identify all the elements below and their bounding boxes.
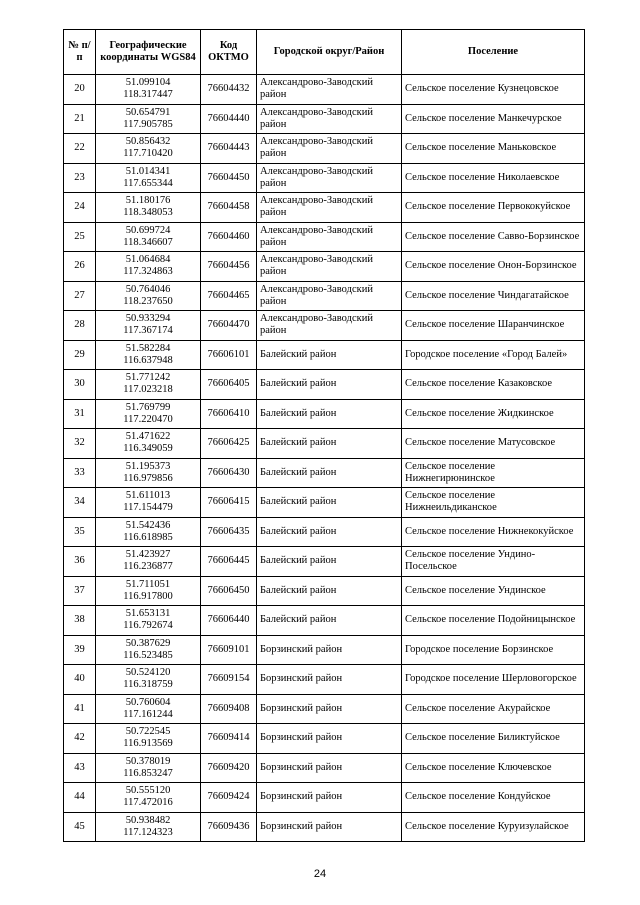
- row-number: 43: [64, 753, 96, 783]
- table-row: [64, 163, 585, 193]
- latitude: 51.180176: [125, 195, 171, 207]
- table-row: [64, 370, 585, 400]
- coordinates-cell: [96, 547, 201, 577]
- longitude: 117.324863: [123, 266, 173, 278]
- header-coordinates: Географические координаты WGS84: [96, 30, 201, 75]
- settlements-table: [63, 29, 585, 842]
- row-number: 45: [64, 812, 96, 842]
- row-number: 20: [64, 75, 96, 105]
- district-name: Александрово-Заводский район: [257, 134, 402, 164]
- header-district: Городской округ/Район: [257, 30, 402, 75]
- coordinates-cell: [96, 340, 201, 370]
- table-row: [64, 193, 585, 223]
- table-row: [64, 222, 585, 252]
- district-name: Александрово-Заводский район: [257, 104, 402, 134]
- longitude: 117.124323: [123, 826, 173, 838]
- oktmo-code: 76606445: [201, 547, 257, 577]
- longitude: 118.237650: [123, 295, 173, 307]
- coordinates-cell: [96, 488, 201, 518]
- table-row: [64, 488, 585, 518]
- header-settlement: Поселение: [402, 30, 585, 75]
- coordinates-cell: [96, 193, 201, 223]
- latitude: 50.387629: [125, 637, 171, 649]
- latitude: 51.195373: [125, 460, 171, 472]
- latitude: 50.524120: [125, 667, 171, 679]
- settlement-name: Сельское поселение Акурайское: [402, 694, 585, 724]
- longitude: 117.710420: [123, 148, 173, 160]
- table-row: [64, 635, 585, 665]
- latitude: 51.611013: [125, 490, 171, 502]
- oktmo-code: 76604465: [201, 281, 257, 311]
- table-row: [64, 458, 585, 488]
- coordinates-cell: [96, 222, 201, 252]
- latitude: 50.722545: [125, 726, 171, 738]
- coordinates-cell: [96, 517, 201, 547]
- table-row: [64, 134, 585, 164]
- district-name: Балейский район: [257, 370, 402, 400]
- oktmo-code: 76606435: [201, 517, 257, 547]
- longitude: 116.637948: [123, 354, 173, 366]
- oktmo-code: 76609436: [201, 812, 257, 842]
- row-number: 27: [64, 281, 96, 311]
- longitude: 116.349059: [123, 443, 173, 455]
- latitude: 51.542436: [125, 519, 171, 531]
- latitude: 50.699724: [125, 224, 171, 236]
- oktmo-code: 76606101: [201, 340, 257, 370]
- coordinates-cell: [96, 399, 201, 429]
- coordinates-cell: [96, 104, 201, 134]
- coordinates-cell: [96, 753, 201, 783]
- row-number: 35: [64, 517, 96, 547]
- table-row: [64, 724, 585, 754]
- district-name: Балейский район: [257, 399, 402, 429]
- latitude: 51.769799: [125, 401, 171, 413]
- latitude: 51.653131: [125, 608, 171, 620]
- latitude: 51.014341: [125, 165, 171, 177]
- row-number: 28: [64, 311, 96, 341]
- row-number: 23: [64, 163, 96, 193]
- header-no: № п/п: [64, 30, 96, 75]
- row-number: 34: [64, 488, 96, 518]
- settlement-name: Сельское поселение Манкечурское: [402, 104, 585, 134]
- district-name: Балейский район: [257, 458, 402, 488]
- district-name: Борзинский район: [257, 694, 402, 724]
- row-number: 25: [64, 222, 96, 252]
- oktmo-code: 76606410: [201, 399, 257, 429]
- settlement-name: Сельское поселение Кондуйское: [402, 783, 585, 813]
- oktmo-code: 76606425: [201, 429, 257, 459]
- longitude: 116.236877: [123, 561, 173, 573]
- latitude: 50.938482: [125, 814, 171, 826]
- settlement-name: Сельское поселение Кузнецовское: [402, 75, 585, 105]
- settlement-name: Сельское поселение Нижнекокуйское: [402, 517, 585, 547]
- settlement-name: Сельское поселение Чиндагатайское: [402, 281, 585, 311]
- longitude: 117.655344: [123, 177, 173, 189]
- table-row: [64, 429, 585, 459]
- table-row: [64, 399, 585, 429]
- table-row: [64, 753, 585, 783]
- row-number: 22: [64, 134, 96, 164]
- longitude: 117.472016: [123, 797, 173, 809]
- settlement-name: Сельское поселение Николаевское: [402, 163, 585, 193]
- district-name: Александрово-Заводский район: [257, 222, 402, 252]
- latitude: 51.423927: [125, 549, 171, 561]
- oktmo-code: 76604458: [201, 193, 257, 223]
- row-number: 26: [64, 252, 96, 282]
- latitude: 50.760604: [125, 696, 171, 708]
- table-row: [64, 311, 585, 341]
- oktmo-code: 76606430: [201, 458, 257, 488]
- longitude: 116.917800: [123, 590, 173, 602]
- district-name: Александрово-Заводский район: [257, 281, 402, 311]
- table-row: [64, 783, 585, 813]
- table-row: [64, 576, 585, 606]
- district-name: Александрово-Заводский район: [257, 311, 402, 341]
- coordinates-cell: [96, 665, 201, 695]
- latitude: 51.582284: [125, 342, 171, 354]
- settlement-name: Сельское поселение Матусовское: [402, 429, 585, 459]
- longitude: 116.618985: [123, 531, 173, 543]
- district-name: Балейский район: [257, 340, 402, 370]
- latitude: 51.471622: [125, 431, 171, 443]
- oktmo-code: 76609101: [201, 635, 257, 665]
- latitude: 51.099104: [125, 77, 171, 89]
- latitude: 51.064684: [125, 254, 171, 266]
- settlement-name: Сельское поселение Первококуйское: [402, 193, 585, 223]
- latitude: 50.856432: [125, 136, 171, 148]
- coordinates-cell: [96, 635, 201, 665]
- coordinates-cell: [96, 163, 201, 193]
- longitude: 118.346607: [123, 236, 173, 248]
- district-name: Александрово-Заводский район: [257, 163, 402, 193]
- district-name: Александрово-Заводский район: [257, 193, 402, 223]
- row-number: 29: [64, 340, 96, 370]
- row-number: 37: [64, 576, 96, 606]
- district-name: Балейский район: [257, 606, 402, 636]
- latitude: 50.654791: [125, 106, 171, 118]
- oktmo-code: 76609154: [201, 665, 257, 695]
- district-name: Борзинский район: [257, 635, 402, 665]
- coordinates-cell: [96, 694, 201, 724]
- oktmo-code: 76606405: [201, 370, 257, 400]
- oktmo-code: 76606440: [201, 606, 257, 636]
- district-name: Балейский район: [257, 488, 402, 518]
- table-row: [64, 812, 585, 842]
- row-number: 38: [64, 606, 96, 636]
- settlement-name: Городское поселение «Город Балей»: [402, 340, 585, 370]
- longitude: 117.220470: [123, 413, 173, 425]
- row-number: 36: [64, 547, 96, 577]
- longitude: 117.161244: [123, 708, 173, 720]
- coordinates-cell: [96, 812, 201, 842]
- header-oktmo: Код ОКТМО: [201, 30, 257, 75]
- longitude: 116.318759: [123, 679, 173, 691]
- row-number: 40: [64, 665, 96, 695]
- settlement-name: Сельское поселение Нижнеильдиканское: [402, 488, 585, 518]
- oktmo-code: 76604440: [201, 104, 257, 134]
- row-number: 41: [64, 694, 96, 724]
- district-name: Борзинский район: [257, 812, 402, 842]
- table-body: [64, 75, 585, 842]
- settlement-name: Сельское поселение Куруизулайское: [402, 812, 585, 842]
- row-number: 33: [64, 458, 96, 488]
- oktmo-code: 76604450: [201, 163, 257, 193]
- coordinates-cell: [96, 75, 201, 105]
- oktmo-code: 76609408: [201, 694, 257, 724]
- settlement-name: Городское поселение Шерловогорское: [402, 665, 585, 695]
- longitude: 118.348053: [123, 207, 173, 219]
- longitude: 116.913569: [123, 738, 173, 750]
- latitude: 50.555120: [125, 785, 171, 797]
- coordinates-cell: [96, 458, 201, 488]
- row-number: 31: [64, 399, 96, 429]
- coordinates-cell: [96, 724, 201, 754]
- table-row: [64, 104, 585, 134]
- row-number: 42: [64, 724, 96, 754]
- row-number: 21: [64, 104, 96, 134]
- coordinates-cell: [96, 783, 201, 813]
- coordinates-cell: [96, 370, 201, 400]
- settlement-name: Сельское поселение Ключевское: [402, 753, 585, 783]
- table-row: [64, 606, 585, 636]
- settlement-name: Сельское поселение Нижнегирюнинское: [402, 458, 585, 488]
- longitude: 117.023218: [123, 384, 173, 396]
- table-row: [64, 547, 585, 577]
- longitude: 116.523485: [123, 649, 173, 661]
- district-name: Борзинский район: [257, 724, 402, 754]
- district-name: Александрово-Заводский район: [257, 75, 402, 105]
- longitude: 117.905785: [123, 118, 173, 130]
- longitude: 116.979856: [123, 472, 173, 484]
- district-name: Балейский район: [257, 429, 402, 459]
- settlement-name: Сельское поселение Жидкинское: [402, 399, 585, 429]
- coordinates-cell: [96, 429, 201, 459]
- longitude: 117.154479: [123, 502, 173, 514]
- coordinates-cell: [96, 281, 201, 311]
- settlement-name: Сельское поселение Подойницынское: [402, 606, 585, 636]
- settlement-name: Сельское поселение Ундинское: [402, 576, 585, 606]
- latitude: 50.378019: [125, 755, 171, 767]
- settlement-name: Сельское поселение Казаковское: [402, 370, 585, 400]
- row-number: 24: [64, 193, 96, 223]
- table-header: [64, 30, 585, 75]
- coordinates-cell: [96, 606, 201, 636]
- oktmo-code: 76606450: [201, 576, 257, 606]
- table-row: [64, 517, 585, 547]
- table-row: [64, 340, 585, 370]
- table-row: [64, 281, 585, 311]
- oktmo-code: 76609424: [201, 783, 257, 813]
- latitude: 51.771242: [125, 372, 171, 384]
- oktmo-code: 76604443: [201, 134, 257, 164]
- settlement-name: Сельское поселение Шаранчинское: [402, 311, 585, 341]
- row-number: 39: [64, 635, 96, 665]
- latitude: 51.711051: [125, 578, 171, 590]
- district-name: Александрово-Заводский район: [257, 252, 402, 282]
- settlement-name: Сельское поселение Биликтуйское: [402, 724, 585, 754]
- coordinates-cell: [96, 134, 201, 164]
- latitude: 50.764046: [125, 283, 171, 295]
- district-name: Балейский район: [257, 576, 402, 606]
- oktmo-code: 76604460: [201, 222, 257, 252]
- coordinates-cell: [96, 311, 201, 341]
- header-row: [64, 30, 585, 75]
- longitude: 117.367174: [123, 325, 173, 337]
- oktmo-code: 76609420: [201, 753, 257, 783]
- district-name: Борзинский район: [257, 665, 402, 695]
- district-name: Борзинский район: [257, 753, 402, 783]
- table-row: [64, 252, 585, 282]
- row-number: 44: [64, 783, 96, 813]
- coordinates-cell: [96, 252, 201, 282]
- row-number: 32: [64, 429, 96, 459]
- settlement-name: Сельское поселение Онон-Борзинское: [402, 252, 585, 282]
- row-number: 30: [64, 370, 96, 400]
- district-name: Борзинский район: [257, 783, 402, 813]
- district-name: Балейский район: [257, 517, 402, 547]
- settlement-name: Сельское поселение Ундино-Посельское: [402, 547, 585, 577]
- longitude: 116.853247: [123, 767, 173, 779]
- table-row: [64, 665, 585, 695]
- longitude: 116.792674: [123, 620, 173, 632]
- oktmo-code: 76604470: [201, 311, 257, 341]
- settlement-name: Сельское поселение Маньковское: [402, 134, 585, 164]
- settlement-name: Сельское поселение Савво-Борзинское: [402, 222, 585, 252]
- coordinates-cell: [96, 576, 201, 606]
- page-number: 24: [313, 868, 327, 880]
- district-name: Балейский район: [257, 547, 402, 577]
- latitude: 50.933294: [125, 313, 171, 325]
- oktmo-code: 76606415: [201, 488, 257, 518]
- table-row: [64, 75, 585, 105]
- oktmo-code: 76604432: [201, 75, 257, 105]
- table-row: [64, 694, 585, 724]
- oktmo-code: 76604456: [201, 252, 257, 282]
- settlement-name: Городское поселение Борзинское: [402, 635, 585, 665]
- longitude: 118.317447: [123, 89, 173, 101]
- oktmo-code: 76609414: [201, 724, 257, 754]
